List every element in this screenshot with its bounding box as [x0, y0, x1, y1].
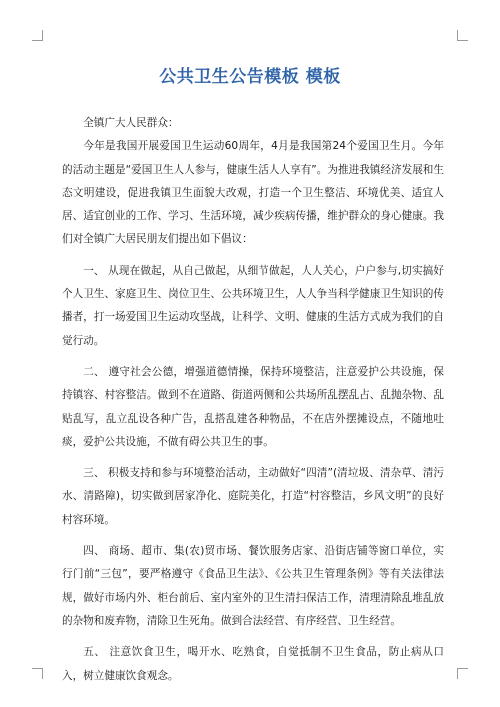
paragraph-item-3: 三、 积极支持和参与环境整治活动，主动做好“四清”(清垃圾、清杂草、清污水、清路障)，切实做到居家净化、庭院美化，打造“村容整洁，乡风文明”的良好村容环境。 — [62, 467, 444, 526]
paragraph-item-4: 四、 商场、超市、集(农)贸市场、餐饮服务店家、沿街店铺等窗口单位，实行门前“三包”，要严格遵守《食品卫生法》、《公共卫生管理条例》等有关法律法规，做好市场内外、柜台前后、室内室外的卫生清扫保洁工作，清理清除乱堆乱放的杂物和废弃物，清除卫生死角。做到合法经营、有序经营、卫生经营。 — [62, 545, 444, 627]
crop-mark-bottom-right — [457, 668, 468, 679]
paragraph-item-5: 五、 注意饮食卫生，喝开水、吃熟食，自觉抵制不卫生食品，防止病从口入，树立健康饮食观念。 — [62, 646, 444, 682]
salutation: 全镇广大人民群众： — [83, 117, 179, 129]
document-body — [62, 112, 444, 688]
paragraph-item-2: 二、 遵守社会公德，增强道德情操，保持环境整洁，注意爱护公共设施，保持镇容、村容整洁。做到不在道路、街道两侧和公共场所乱摆乱占、乱抛杂物、乱贴乱写，乱立乱设各种广告，乱搭乱建各种物品，不在店外摆摊设点，不随地吐痰，爱护公共设施，不做有碍公共卫生的事。 — [62, 365, 444, 448]
crop-mark-bottom-left — [32, 668, 43, 679]
paragraph-intro: 今年是我国开展爱国卫生运动60周年，4月是我国第24个爱国卫生月。今年的活动主题是“爱国卫生人人参与，健康生活人人享有”。为推进我镇经济发展和生态文明建设，促进我镇卫生面貌大改观，打造一个卫生整洁、环境优美、适宜人居、适宜创业的工作、学习、生活环境，减少疾病传播，维护群众的身心健康。我们对全镇广大居民朋友们提出如下倡议： — [62, 140, 444, 246]
crop-mark-top-left — [32, 30, 43, 41]
crop-mark-top-right — [457, 30, 468, 41]
document-title: 公共卫生公告模板 模板 — [159, 67, 341, 87]
paragraph-item-1: 一、 从现在做起，从自己做起，从细节做起，人人关心，户户参与,切实搞好个人卫生、家庭卫生、岗位卫生、公共环境卫生，人人争当科学健康卫生知识的传播者，打一场爱国卫生运动攻坚战，让科学、文明、健康的生活方式成为我们的自觉行动。 — [62, 264, 444, 347]
